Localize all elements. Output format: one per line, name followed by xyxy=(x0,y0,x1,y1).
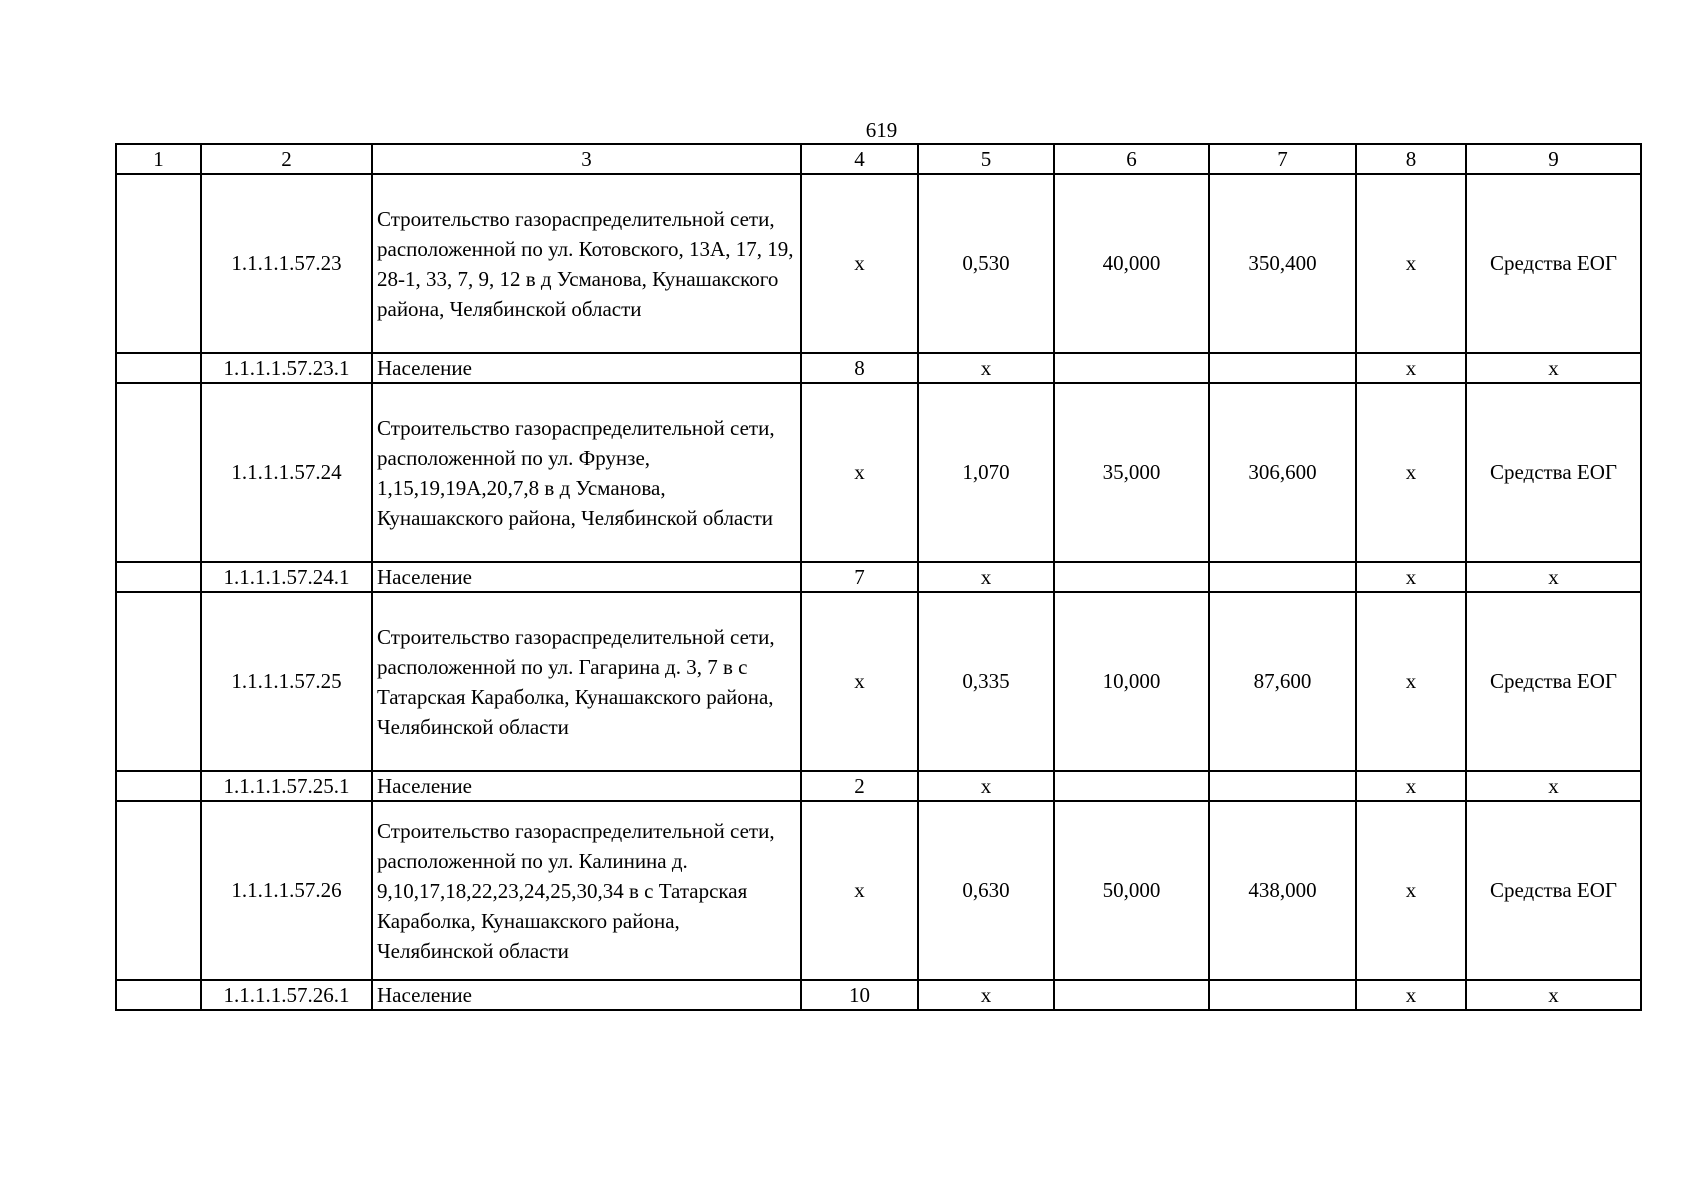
cell-col-6: 50,000 xyxy=(1054,801,1209,980)
header-col-9: 9 xyxy=(1466,144,1641,174)
table-row xyxy=(116,174,1641,353)
header-col-6: 6 xyxy=(1054,144,1209,174)
cell-col-5: 0,630 xyxy=(918,801,1054,980)
header-col-5: 5 xyxy=(918,144,1054,174)
header-col-7: 7 xyxy=(1209,144,1356,174)
table-header xyxy=(116,144,1641,174)
cell-col-8: х xyxy=(1356,592,1466,771)
cell-code: 1.1.1.1.57.24 xyxy=(201,383,372,562)
cell-col-7 xyxy=(1209,353,1356,383)
header-col-8: 8 xyxy=(1356,144,1466,174)
header-col-3: 3 xyxy=(372,144,801,174)
header-col-1: 1 xyxy=(116,144,201,174)
cell-index xyxy=(116,174,201,353)
cell-col-4: 7 xyxy=(801,562,918,592)
cell-col-7: 87,600 xyxy=(1209,592,1356,771)
cell-col-6: 10,000 xyxy=(1054,592,1209,771)
page-number: 619 xyxy=(865,118,898,142)
table-row xyxy=(116,801,1641,980)
cell-col-6 xyxy=(1054,980,1209,1010)
cell-code: 1.1.1.1.57.25 xyxy=(201,592,372,771)
cell-code: 1.1.1.1.57.23.1 xyxy=(201,353,372,383)
cell-col-9: х xyxy=(1466,353,1641,383)
header-row xyxy=(116,144,1641,174)
cell-col-4: х xyxy=(801,174,918,353)
cell-description: Строительство газораспределительной сети, расположенной по ул. Калинина д. 9,10,17,18,22,23,24,25,30,34 в с Татарская Караболка, Кунашакского района, Челябинской области xyxy=(372,801,801,980)
cell-description: Строительство газораспределительной сети, расположенной по ул. Фрунзе, 1,15,19,19А,20,7,8 в д Усманова, Кунашакского района, Челябинской области xyxy=(372,383,801,562)
cell-col-9: Средства ЕОГ xyxy=(1466,383,1641,562)
cell-col-9: Средства ЕОГ xyxy=(1466,801,1641,980)
cell-col-9: х xyxy=(1466,980,1641,1010)
table-row xyxy=(116,592,1641,771)
cell-index xyxy=(116,353,201,383)
cell-code: 1.1.1.1.57.25.1 xyxy=(201,771,372,801)
cell-description: Население xyxy=(372,771,801,801)
cell-index xyxy=(116,771,201,801)
cell-col-7 xyxy=(1209,771,1356,801)
cell-col-6: 40,000 xyxy=(1054,174,1209,353)
cell-code: 1.1.1.1.57.26.1 xyxy=(201,980,372,1010)
cell-col-9: х xyxy=(1466,771,1641,801)
table-row xyxy=(116,383,1641,562)
cell-col-4: х xyxy=(801,383,918,562)
cell-index xyxy=(116,801,201,980)
cell-col-8: х xyxy=(1356,174,1466,353)
header-col-4: 4 xyxy=(801,144,918,174)
cell-col-8: х xyxy=(1356,562,1466,592)
cell-col-8: х xyxy=(1356,771,1466,801)
header-col-2: 2 xyxy=(201,144,372,174)
cell-col-6: 35,000 xyxy=(1054,383,1209,562)
cell-code: 1.1.1.1.57.24.1 xyxy=(201,562,372,592)
cell-col-8: х xyxy=(1356,801,1466,980)
cell-col-8: х xyxy=(1356,383,1466,562)
table-row xyxy=(116,353,1641,383)
cell-col-4: 10 xyxy=(801,980,918,1010)
cell-code: 1.1.1.1.57.23 xyxy=(201,174,372,353)
cell-col-4: 2 xyxy=(801,771,918,801)
cell-col-5: 0,530 xyxy=(918,174,1054,353)
cell-col-7 xyxy=(1209,980,1356,1010)
cell-col-5: 1,070 xyxy=(918,383,1054,562)
data-table xyxy=(115,143,1642,1011)
cell-col-6 xyxy=(1054,771,1209,801)
cell-col-8: х xyxy=(1356,980,1466,1010)
cell-index xyxy=(116,592,201,771)
cell-description: Население xyxy=(372,562,801,592)
cell-col-4: 8 xyxy=(801,353,918,383)
table-row xyxy=(116,980,1641,1010)
cell-code: 1.1.1.1.57.26 xyxy=(201,801,372,980)
cell-description: Строительство газораспределительной сети, расположенной по ул. Гагарина д. 3, 7 в с Татарская Караболка, Кунашакского района, Челябинской области xyxy=(372,592,801,771)
cell-col-6 xyxy=(1054,562,1209,592)
cell-index xyxy=(116,562,201,592)
cell-col-5: х xyxy=(918,771,1054,801)
cell-description: Население xyxy=(372,353,801,383)
cell-col-7: 350,400 xyxy=(1209,174,1356,353)
cell-col-7: 438,000 xyxy=(1209,801,1356,980)
cell-col-4: х xyxy=(801,801,918,980)
cell-col-9: Средства ЕОГ xyxy=(1466,174,1641,353)
cell-description: Строительство газораспределительной сети, расположенной по ул. Котовского, 13А, 17, 19, 28-1, 33, 7, 9, 12 в д Усманова, Кунашакского района, Челябинской области xyxy=(372,174,801,353)
cell-col-5: 0,335 xyxy=(918,592,1054,771)
cell-index xyxy=(116,383,201,562)
cell-col-4: х xyxy=(801,592,918,771)
table-row xyxy=(116,562,1641,592)
cell-col-5: х xyxy=(918,980,1054,1010)
cell-col-7 xyxy=(1209,562,1356,592)
cell-col-7: 306,600 xyxy=(1209,383,1356,562)
cell-index xyxy=(116,980,201,1010)
cell-col-9: х xyxy=(1466,562,1641,592)
cell-col-6 xyxy=(1054,353,1209,383)
table-body xyxy=(116,174,1641,1010)
cell-col-5: х xyxy=(918,562,1054,592)
table-row xyxy=(116,771,1641,801)
cell-col-5: х xyxy=(918,353,1054,383)
cell-description: Население xyxy=(372,980,801,1010)
cell-col-9: Средства ЕОГ xyxy=(1466,592,1641,771)
cell-col-8: х xyxy=(1356,353,1466,383)
